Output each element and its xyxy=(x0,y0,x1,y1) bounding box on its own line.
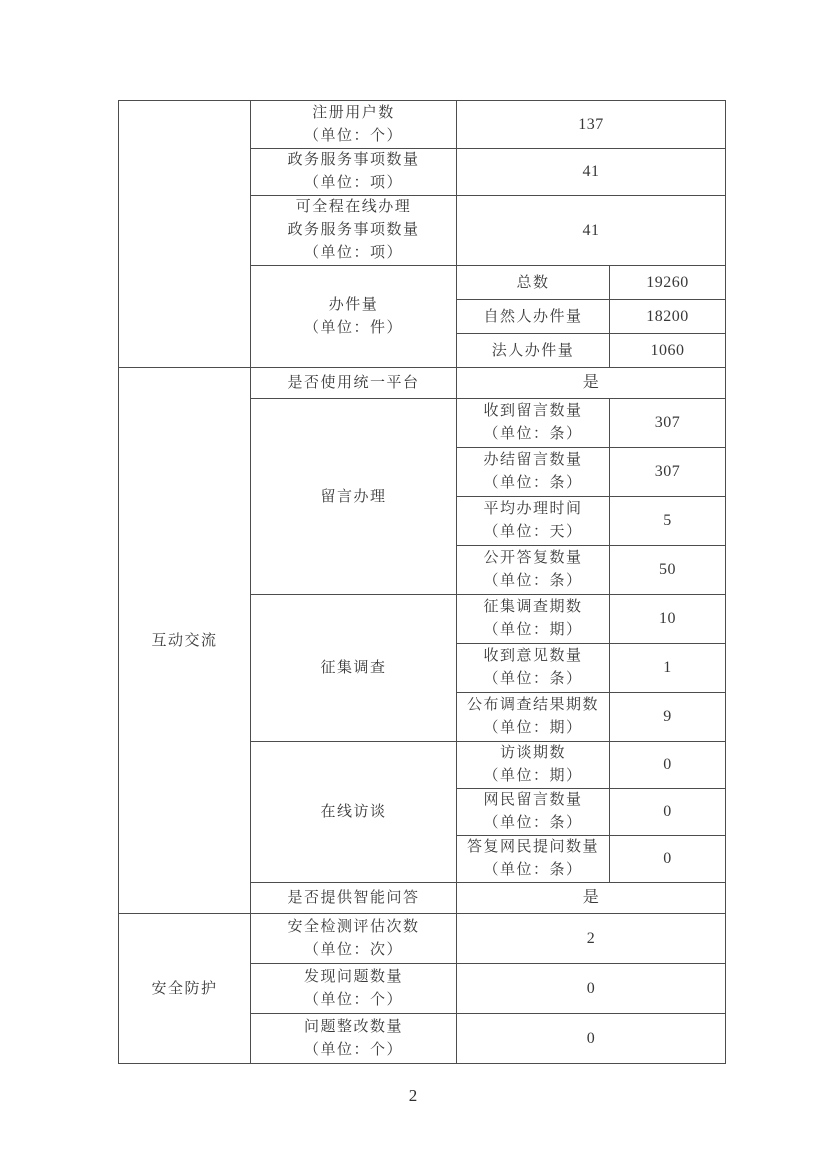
page-number: 2 xyxy=(408,1086,418,1105)
value-cell-messages-resolved: 307 xyxy=(610,448,726,497)
sublabel-unit-line: （单位：天） xyxy=(483,524,583,540)
sublabel-unit-line: （单位：条） xyxy=(483,815,583,831)
sublabel-cell-messages-received xyxy=(457,399,610,448)
sublabel-cell-opinions-received xyxy=(457,644,610,693)
label-unit-line: （单位：项） xyxy=(303,175,403,191)
sublabel-line: 访谈期数 xyxy=(499,745,566,761)
label-cell-online-service-items xyxy=(251,196,457,266)
label-line: 问题整改数量 xyxy=(303,1018,403,1035)
sublabel-cell-survey-periods xyxy=(457,595,610,644)
sublabel-unit-line: （单位：条） xyxy=(483,862,583,878)
sublabel-line: 收到留言数量 xyxy=(483,403,583,419)
sublabel-cell-interview-periods xyxy=(457,742,610,789)
label-line: 办件量 xyxy=(328,296,379,313)
value-cell-online-service-items: 41 xyxy=(457,196,726,266)
label-line: 政务服务事项数量 xyxy=(287,152,420,168)
label-line: 安全检测评估次数 xyxy=(287,918,420,935)
group-cell-empty xyxy=(119,101,251,368)
label-line: 注册用户数 xyxy=(312,104,395,121)
label-line: 政务服务事项数量 xyxy=(287,222,420,238)
label-line: 发现问题数量 xyxy=(303,968,403,985)
value-cell-service-items: 41 xyxy=(457,149,726,196)
value-cell-public-replies: 50 xyxy=(610,546,726,595)
label-cell-case-volume xyxy=(251,266,457,368)
label-cell-problems-found xyxy=(251,964,457,1014)
label-unit-line: （单位：项） xyxy=(303,245,403,261)
group-cell-interaction: 互动交流 xyxy=(119,368,251,914)
value-cell-registered-users: 137 xyxy=(457,101,726,149)
sublabel-unit-line: （单位：期） xyxy=(483,768,583,784)
sublabel-line: 平均办理时间 xyxy=(483,501,583,517)
label-cell-security-assessments xyxy=(251,914,457,964)
value-cell-problems-rectified: 0 xyxy=(457,1014,726,1064)
label-unit-line: （单位：件） xyxy=(303,319,403,336)
label-cell-registered-users xyxy=(251,101,457,149)
value-cell-problems-found: 0 xyxy=(457,964,726,1014)
value-cell-natural-person: 18200 xyxy=(610,300,726,334)
sublabel-unit-line: （单位：条） xyxy=(483,426,583,442)
sublabel-unit-line: （单位：条） xyxy=(483,671,583,687)
label-cell-unified-platform: 是否使用统一平台 xyxy=(251,368,457,399)
sublabel-unit-line: （单位：条） xyxy=(483,573,583,589)
sublabel-line: 公布调查结果期数 xyxy=(466,697,599,713)
sublabel-line: 收到意见数量 xyxy=(483,648,583,664)
label-line: 可全程在线办理 xyxy=(295,199,412,215)
sublabel-cell-natural-person: 自然人办件量 xyxy=(457,300,610,334)
value-cell-smart-qa: 是 xyxy=(457,883,726,914)
label-cell-survey: 征集调查 xyxy=(251,595,457,742)
sublabel-cell-public-replies xyxy=(457,546,610,595)
value-cell-questions-answered: 0 xyxy=(610,836,726,883)
sublabel-line: 征集调查期数 xyxy=(483,599,583,615)
value-cell-netizen-messages: 0 xyxy=(610,789,726,836)
value-cell-interview-periods: 0 xyxy=(610,742,726,789)
label-unit-line: （单位：个） xyxy=(303,127,403,144)
value-cell-messages-received: 307 xyxy=(610,399,726,448)
sublabel-cell-legal-person: 法人办件量 xyxy=(457,334,610,368)
table-row xyxy=(119,368,726,399)
sublabel-cell-total: 总数 xyxy=(457,266,610,300)
sublabel-line: 公开答复数量 xyxy=(483,550,583,566)
sublabel-cell-questions-answered xyxy=(457,836,610,883)
label-unit-line: （单位：个） xyxy=(303,1041,403,1058)
sublabel-unit-line: （单位：期） xyxy=(483,720,583,736)
sublabel-line: 办结留言数量 xyxy=(483,452,583,468)
sublabel-line: 网民留言数量 xyxy=(483,792,583,808)
table-row xyxy=(119,914,726,964)
table-row xyxy=(119,101,726,149)
label-unit-line: （单位：次） xyxy=(303,941,403,958)
sublabel-unit-line: （单位：期） xyxy=(483,622,583,638)
label-cell-message-handling: 留言办理 xyxy=(251,399,457,595)
label-cell-smart-qa: 是否提供智能问答 xyxy=(251,883,457,914)
label-unit-line: （单位：个） xyxy=(303,991,403,1008)
value-cell-total: 19260 xyxy=(610,266,726,300)
label-cell-problems-rectified xyxy=(251,1014,457,1064)
value-cell-opinions-received: 1 xyxy=(610,644,726,693)
label-cell-service-items xyxy=(251,149,457,196)
value-cell-unified-platform: 是 xyxy=(457,368,726,399)
value-cell-security-assessments: 2 xyxy=(457,914,726,964)
sublabel-line: 答复网民提问数量 xyxy=(466,839,599,855)
group-cell-security: 安全防护 xyxy=(119,914,251,1064)
sublabel-cell-results-published xyxy=(457,693,610,742)
sublabel-cell-messages-resolved xyxy=(457,448,610,497)
sublabel-cell-netizen-messages xyxy=(457,789,610,836)
sublabel-cell-avg-handling-time xyxy=(457,497,610,546)
label-cell-online-interview: 在线访谈 xyxy=(251,742,457,883)
value-cell-survey-periods: 10 xyxy=(610,595,726,644)
value-cell-legal-person: 1060 xyxy=(610,334,726,368)
value-cell-results-published: 9 xyxy=(610,693,726,742)
statistics-table xyxy=(118,100,726,1064)
value-cell-avg-handling-time: 5 xyxy=(610,497,726,546)
sublabel-unit-line: （单位：条） xyxy=(483,475,583,491)
